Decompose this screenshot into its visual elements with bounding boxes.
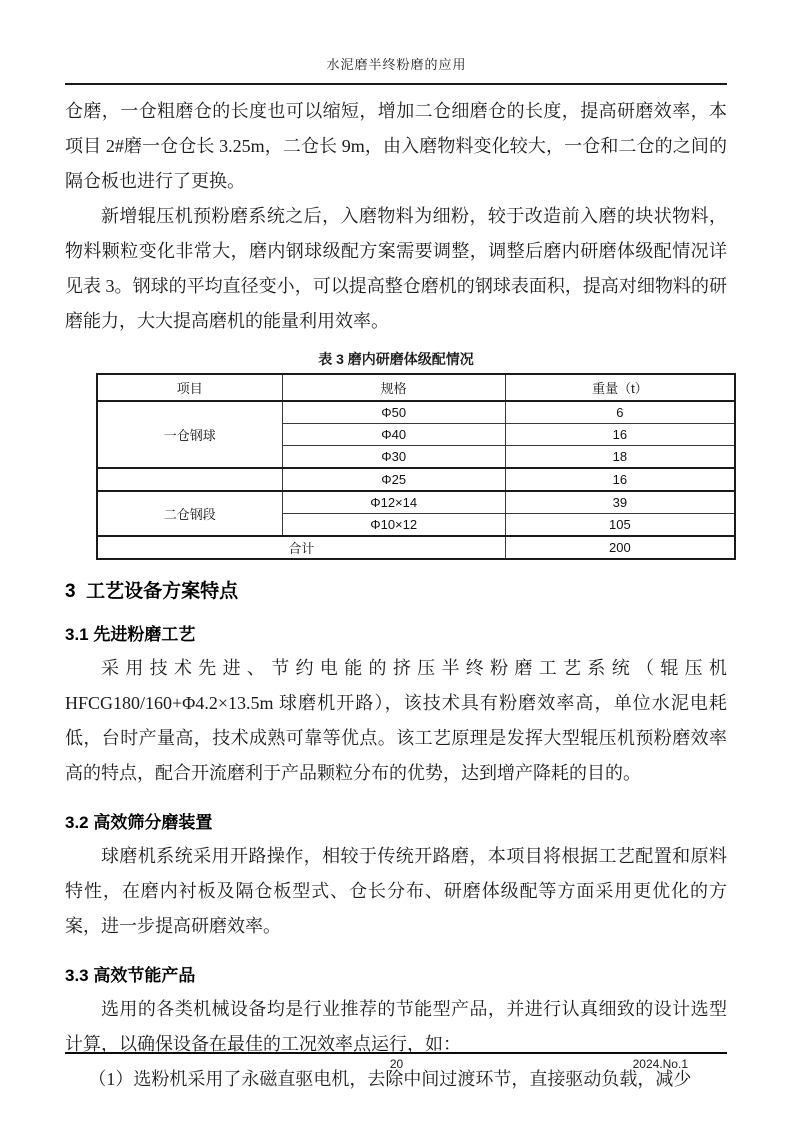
header-rule [65,83,727,85]
table-cell-weight: 6 [505,401,735,424]
table-cell-item: 一仓钢球 [97,401,282,468]
section-heading-3-2: 3.2 高效筛分磨装置 [65,813,213,832]
column-header-weight: 重量（t） [505,374,735,401]
table-total-row [97,536,735,559]
table-row [97,491,735,514]
section-heading-3-1: 3.1 先进粉磨工艺 [65,625,196,644]
section-heading-3-3: 3.3 高效节能产品 [65,966,196,985]
section-heading-3: 3 工艺设备方案特点 [65,581,239,602]
table-cell-spec: Φ30 [282,446,505,469]
table-cell-weight: 105 [505,514,735,537]
table-cell-item [97,468,282,491]
footer-rule [65,1052,727,1054]
paragraph: 采用技术先进、节约电能的挤压半终粉磨工艺系统（辊压机 HFCG180/160+Φ4.2×13.5m 球磨机开路），该技术具有粉磨效率高，单位水泥电耗低，台时产量高，技术成熟可靠等优点。该工艺原理是发挥大型辊压机预粉磨效率高的特点，配合开流磨利于产品颗粒分布的优势，达到增产降耗的目的。 [65,658,727,783]
table-cell-weight: 39 [505,491,735,514]
column-header-spec: 规格 [282,374,505,401]
page-number: 20 [389,1057,404,1071]
table-caption: 表 3 磨内研磨体级配情况 [318,351,474,367]
paragraph: 球磨机系统采用开路操作，相较于传统开路磨，本项目将根据工艺配置和原料特性，在磨内衬板及隔仓板型式、仓长分布、研磨体级配等方面采用更优化的方案，进一步提高研磨效率。 [65,846,727,936]
table-row [97,468,735,491]
paragraph: 选用的各类机械设备均是行业推荐的节能型产品，并进行认真细致的设计选型计算，以确保设备在最佳的工况效率点运行，如： [65,999,727,1054]
paragraph: 仓磨，一仓粗磨仓的长度也可以缩短，增加二仓细磨仓的长度，提高研磨效率，本项目 2#磨一仓仓长 3.25m，二仓长 9m，由入磨物料变化较大，一仓和二仓的之间的隔仓板也进行了更换。 [65,101,727,191]
table-row [97,401,735,424]
table-cell-spec: Φ12×14 [282,491,505,514]
table-cell-weight: 16 [505,424,735,446]
table-cell-spec: Φ25 [282,468,505,491]
grinding-media-table [96,373,736,560]
table-header-row [97,374,735,401]
table-cell-spec: Φ40 [282,424,505,446]
table-cell-spec: Φ50 [282,401,505,424]
table-cell-item: 二仓钢段 [97,491,282,536]
issue-number: 2024.No.1 [632,1057,688,1071]
page-content [65,88,727,1097]
column-header-item: 项目 [97,374,282,401]
table-cell-spec: Φ10×12 [282,514,505,537]
table-cell-total-weight: 200 [505,536,735,559]
list-item-paragraph: （1）选粉机采用了永磁直驱电机，去除中间过渡环节，直接驱动负载，减少 [88,1069,692,1089]
running-header-title: 水泥磨半终粉磨的应用 [326,57,467,72]
table-cell-weight: 18 [505,446,735,469]
paragraph: 新增辊压机预粉磨系统之后，入磨物料为细粉，较于改造前入磨的块状物料，物料颗粒变化非常大，磨内钢球级配方案需要调整，调整后磨内研磨体级配情况详见表 3。钢球的平均直径变小，可以提高整仓磨机的钢球表面积，提高对细物料的研磨能力，大大提高磨机的能量利用效率。 [65,206,727,331]
table-cell-weight: 16 [505,468,735,491]
table-cell-total-label: 合计 [97,536,505,559]
